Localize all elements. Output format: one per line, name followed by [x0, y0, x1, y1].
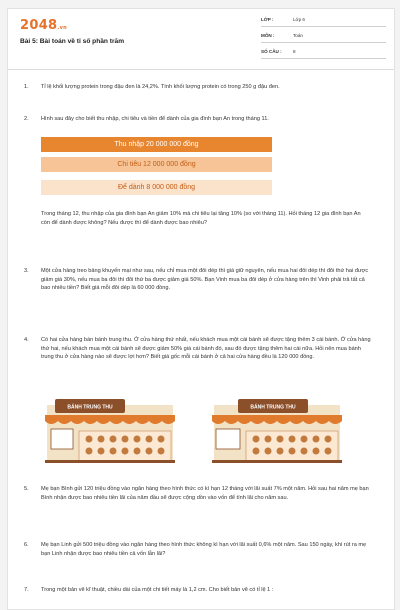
- question-text: Mẹ bạn Bình gửi 120 triệu đồng vào ngân hàng theo hình thức có kì hạn 12 tháng với lãi suất 7% một năm. Hỏi sau hai năm mẹ bạn Bình nhận được bao nhiêu tiền lãi của năm đầu sẽ được cộng dồn vào vốn để tính lãi cho năm sau.: [41, 486, 369, 501]
- info-label: LỚP :: [261, 17, 274, 22]
- savings-bar: Để dành 8 000 000 đồng: [41, 180, 272, 195]
- worksheet-page: [7, 8, 395, 610]
- question-number: 2.: [24, 116, 29, 122]
- question-number: 7.: [24, 587, 29, 593]
- question-number: 4.: [24, 337, 29, 343]
- shop-sign: BÁNH TRUNG THU: [250, 404, 296, 411]
- question-text: Hình sau đây cho biết thu nhập, chi tiêu và tiền để dành của gia đình bạn An trong tháng 11.: [41, 116, 269, 122]
- info-label: SỐ CÂU :: [261, 49, 282, 54]
- divider: [261, 58, 386, 59]
- divider: [261, 42, 386, 43]
- lesson-title: Bài 5: Bài toán về tỉ số phần trăm: [20, 38, 125, 45]
- info-value: Toán: [293, 33, 303, 38]
- question-2-followup: Trong tháng 12, thu nhập của gia đình bạn An giảm 10% mà chi tiêu lại tăng 10% (so với tháng 11). Hỏi tháng 12 gia đình bạn An còn để dành được không? Nếu được thì để dành được bao nhiêu?: [41, 211, 361, 226]
- shop-illustration-1: [41, 395, 179, 463]
- info-label: MÔN :: [261, 33, 275, 38]
- question-text: Có hai cửa hàng bán bánh trung thu. Ở cửa hàng thứ nhất, nếu khách mua một cái bánh sẽ được tặng thêm 3 cái bánh. Ở cửa hàng thứ hai, nếu khách mua một cái bánh sẽ được giảm 50% giá cái bánh đó, sau đó được tặng thêm hai cái nữa. Hỏi nên mua bánh trung thu ở cửa hàng nào sẽ được lợi hơn? Biết giá gốc mỗi cái bánh ở cả hai cửa hàng đều là 120 000 đồng.: [41, 337, 371, 361]
- question-number: 5.: [24, 486, 29, 492]
- site-logo[interactable]: 2048.vn: [20, 18, 68, 33]
- question-text: Trong một bản vẽ kĩ thuật, chiều dài của một chi tiết máy là 1,2 cm. Cho biết bản vẽ có tỉ lệ 1 :: [41, 587, 274, 593]
- spending-bar: Chi tiêu 12 000 000 đồng: [41, 157, 272, 172]
- question-text: Tỉ lệ khối lượng protein trong đậu đen là 24,2%. Tính khối lượng protein có trong 250 g đậu đen.: [41, 84, 280, 90]
- divider: [261, 26, 386, 27]
- question-text: Mẹ bạn Linh gửi 500 triệu đồng vào ngân hàng theo hình thức không kì hạn với lãi suất 0,6% một năm. Sau 150 ngày, khi rút ra mẹ bạn Linh nhận được bao nhiêu tiền cả vốn lẫn lãi?: [41, 542, 367, 557]
- shop-sign: BÁNH TRUNG THU: [67, 404, 113, 411]
- income-bar: Thu nhập 20 000 000 đồng: [41, 137, 272, 152]
- question-text: Một cửa hàng treo bảng khuyến mại như sau, nếu chỉ mua một đôi dép thì giá giữ nguyên, nếu mua hai đôi dép thì đôi thứ hai được giảm giá 30%, nếu mua ba đôi thì đôi thứ ba được giảm giá 50%. Bạn Vinh mua ba đôi dép ở cửa hàng trên thì Vinh phải trả tất cả bao nhiêu tiền? Biết giá mỗi đôi dép là 60 000 đồng.: [41, 268, 369, 292]
- info-value: Lớp 6: [293, 17, 305, 22]
- shop-illustration-2: [208, 395, 346, 463]
- question-number: 3.: [24, 268, 29, 274]
- question-number: 6.: [24, 542, 29, 548]
- question-number: 1.: [24, 84, 29, 90]
- worksheet-header: [8, 9, 394, 70]
- info-value: 8: [293, 49, 296, 54]
